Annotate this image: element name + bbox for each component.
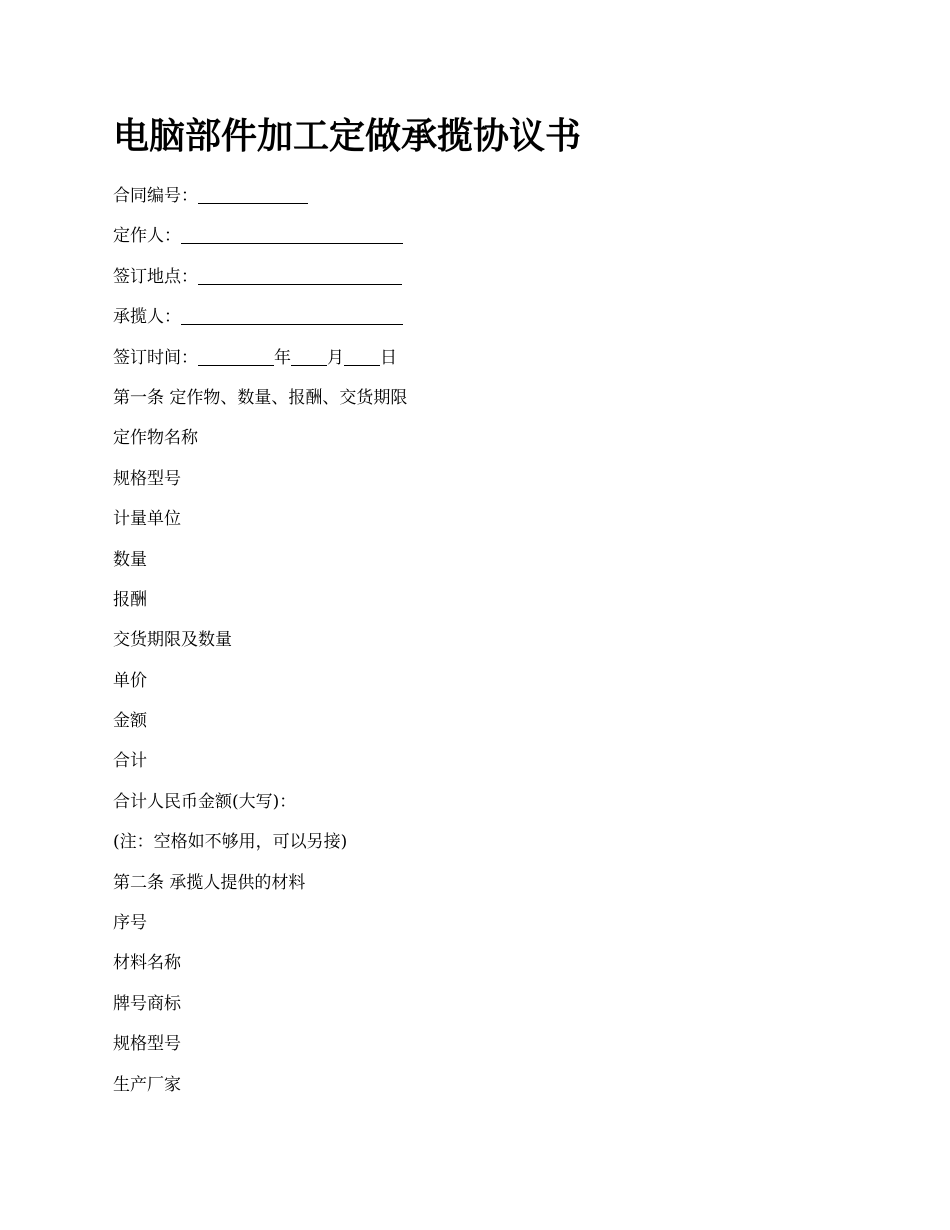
year-label: 年 bbox=[274, 347, 291, 368]
body-line: 材料名称 bbox=[113, 953, 181, 974]
sign-time-label: 签订时间： bbox=[113, 347, 198, 368]
contractor-blank bbox=[181, 304, 403, 325]
month-blank bbox=[291, 345, 327, 366]
document-body bbox=[113, 176, 407, 1105]
month-label: 月 bbox=[327, 347, 344, 368]
body-line: 第一条 定作物、数量、报酬、交货期限 bbox=[113, 387, 408, 408]
body-line: 规格型号 bbox=[113, 1034, 181, 1055]
sign-place-line bbox=[113, 257, 407, 297]
orderer-line bbox=[113, 216, 407, 256]
body-line: 生产厂家 bbox=[113, 1074, 181, 1095]
body-line: 报酬 bbox=[113, 589, 147, 610]
contractor-label: 承揽人： bbox=[113, 307, 181, 328]
body-line: 牌号商标 bbox=[113, 993, 181, 1014]
body-line: (注：空格如不够用，可以另接) bbox=[113, 832, 348, 853]
day-blank bbox=[344, 345, 380, 366]
document-title: 电脑部件加工定做承揽协议书 bbox=[113, 115, 582, 157]
body-line: 单价 bbox=[113, 670, 147, 691]
body-line: 第二条 承揽人提供的材料 bbox=[113, 872, 306, 893]
orderer-blank bbox=[181, 223, 403, 244]
contract-number-blank bbox=[198, 183, 308, 204]
orderer-label: 定作人： bbox=[113, 226, 181, 247]
sign-place-blank bbox=[198, 264, 402, 285]
contractor-line bbox=[113, 297, 407, 337]
body-line: 合计人民币金额(大写)： bbox=[113, 791, 297, 812]
body-line: 规格型号 bbox=[113, 468, 181, 489]
body-line: 数量 bbox=[113, 549, 147, 570]
body-line: 合计 bbox=[113, 751, 147, 772]
sign-place-label: 签订地点： bbox=[113, 266, 198, 287]
body-line: 计量单位 bbox=[113, 509, 181, 530]
day-label: 日 bbox=[380, 347, 397, 368]
body-line: 定作物名称 bbox=[113, 428, 198, 449]
body-line: 金额 bbox=[113, 711, 147, 732]
sign-time-line bbox=[113, 338, 407, 378]
contract-number-line bbox=[113, 176, 407, 216]
contract-number-label: 合同编号： bbox=[113, 186, 198, 206]
year-blank bbox=[198, 345, 274, 366]
body-line: 交货期限及数量 bbox=[113, 630, 232, 651]
body-line: 序号 bbox=[113, 913, 147, 934]
